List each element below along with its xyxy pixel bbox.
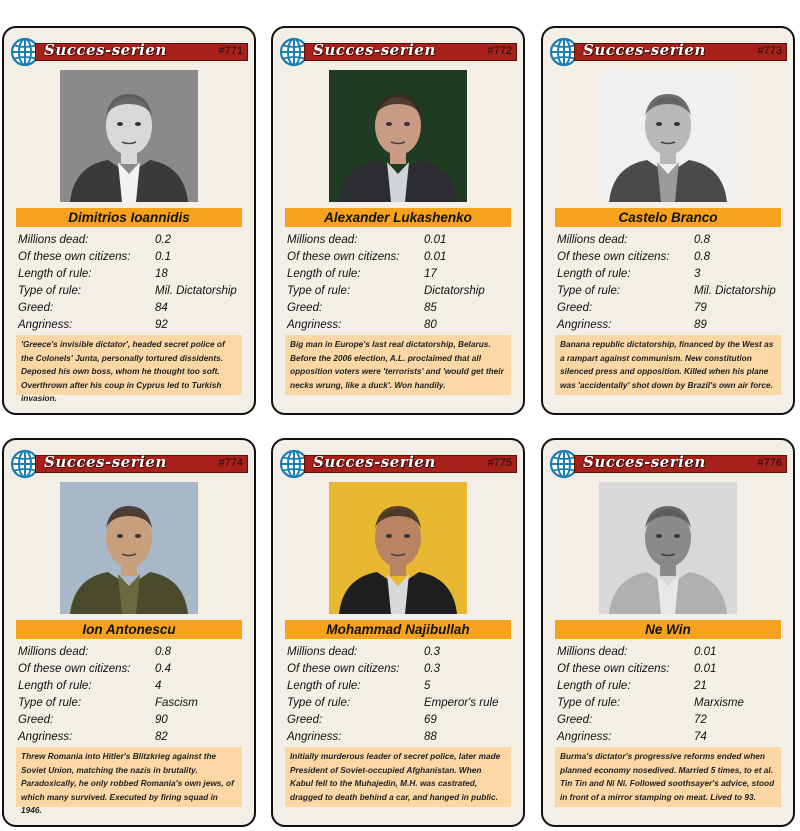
stat-row-dead xyxy=(287,644,517,661)
stat-value-dead: 0.8 xyxy=(155,646,171,658)
stat-value-citizens: 0.01 xyxy=(694,663,717,675)
stat-row-angriness xyxy=(557,729,787,746)
trading-card xyxy=(2,438,256,827)
stat-row-angriness xyxy=(287,729,517,746)
portrait-photo xyxy=(60,482,198,614)
stat-row-greed xyxy=(18,300,248,317)
series-title: Succes-serien xyxy=(44,453,167,471)
stat-label: Angriness: xyxy=(557,319,612,331)
stats-table xyxy=(557,644,787,746)
series-banner xyxy=(35,43,248,61)
stat-row-dead xyxy=(18,644,248,661)
stat-label: Length of rule: xyxy=(557,268,631,280)
series-title: Succes-serien xyxy=(583,41,706,59)
stat-row-length xyxy=(287,266,517,283)
stat-label: Millions dead: xyxy=(557,646,628,658)
stat-label: Length of rule: xyxy=(557,680,631,692)
stat-label: Greed: xyxy=(287,714,323,726)
stat-value-type: Marxisme xyxy=(694,697,744,709)
series-title: Succes-serien xyxy=(313,453,436,471)
stat-label: Greed: xyxy=(557,302,593,314)
stat-row-greed xyxy=(287,300,517,317)
stat-label: Angriness: xyxy=(287,319,342,331)
stat-row-dead xyxy=(287,232,517,249)
stat-label: Length of rule: xyxy=(287,268,361,280)
portrait-photo xyxy=(599,70,737,202)
series-banner xyxy=(574,43,787,61)
stat-value-angriness: 74 xyxy=(694,731,707,743)
card-description: Big man in Europe's last real dictatorship, Belarus. Before the 2006 election, A.L. proclaimed that all opposition voters were 'terrorists' and 'would get their necks wrung, like a duck'. Won handily. xyxy=(285,335,511,395)
stat-label: Greed: xyxy=(18,302,54,314)
stat-label: Type of rule: xyxy=(18,697,82,709)
stat-value-greed: 90 xyxy=(155,714,168,726)
card-number: #772 xyxy=(487,45,512,57)
stats-table xyxy=(18,232,248,334)
stat-value-length: 17 xyxy=(424,268,437,280)
stat-row-type xyxy=(287,695,517,712)
series-banner xyxy=(35,455,248,473)
stat-row-type xyxy=(557,695,787,712)
stat-label: Millions dead: xyxy=(287,234,358,246)
card-header xyxy=(279,449,517,479)
stat-value-dead: 0.2 xyxy=(155,234,171,246)
stat-row-dead xyxy=(557,644,787,661)
stat-label: Length of rule: xyxy=(18,268,92,280)
stat-row-greed xyxy=(18,712,248,729)
trading-card xyxy=(271,26,525,415)
stat-row-greed xyxy=(287,712,517,729)
card-description: Threw Romania into Hitler's Blitzkrieg against the Soviet Union, matching the nazis in brutality. Paradoxically, he only robbed Romania's own jews, of which many survived. Executed by firing squad in 1946. xyxy=(16,747,242,807)
series-banner xyxy=(304,455,517,473)
stat-row-citizens xyxy=(557,661,787,678)
stat-label: Type of rule: xyxy=(557,285,621,297)
stat-row-dead xyxy=(18,232,248,249)
stat-label: Greed: xyxy=(18,714,54,726)
stat-row-type xyxy=(18,695,248,712)
stat-row-citizens xyxy=(287,249,517,266)
stat-row-length xyxy=(18,266,248,283)
stat-value-angriness: 80 xyxy=(424,319,437,331)
dictator-name: Dimitrios Ioannidis xyxy=(16,208,242,227)
stat-row-type xyxy=(557,283,787,300)
stat-row-dead xyxy=(557,232,787,249)
stats-table xyxy=(287,644,517,746)
stat-value-citizens: 0.01 xyxy=(424,251,447,263)
trading-card xyxy=(541,26,795,415)
stat-label: Millions dead: xyxy=(18,646,89,658)
stat-row-greed xyxy=(557,712,787,729)
stat-label: Length of rule: xyxy=(18,680,92,692)
stat-label: Angriness: xyxy=(557,731,612,743)
stat-label: Greed: xyxy=(287,302,323,314)
portrait-photo xyxy=(60,70,198,202)
card-number: #771 xyxy=(218,45,243,57)
stat-row-length xyxy=(557,678,787,695)
series-title: Succes-serien xyxy=(583,453,706,471)
stat-value-citizens: 0.8 xyxy=(694,251,710,263)
stat-value-dead: 0.3 xyxy=(424,646,440,658)
stat-value-greed: 79 xyxy=(694,302,707,314)
series-banner xyxy=(304,43,517,61)
stat-row-length xyxy=(557,266,787,283)
stat-value-type: Mil. Dictatorship xyxy=(155,285,237,297)
stat-value-greed: 72 xyxy=(694,714,707,726)
stat-row-length xyxy=(18,678,248,695)
stat-value-greed: 84 xyxy=(155,302,168,314)
stat-value-dead: 0.01 xyxy=(424,234,447,246)
stat-value-type: Emperor's rule xyxy=(424,697,499,709)
portrait-photo xyxy=(329,70,467,202)
stat-value-angriness: 82 xyxy=(155,731,168,743)
stat-row-angriness xyxy=(18,317,248,334)
card-header xyxy=(549,449,787,479)
stat-label: Millions dead: xyxy=(287,646,358,658)
series-banner xyxy=(574,455,787,473)
stat-label: Of these own citizens: xyxy=(287,251,400,263)
stat-value-dead: 0.01 xyxy=(694,646,717,658)
stat-value-type: Fascism xyxy=(155,697,198,709)
card-description: 'Greece's invisible dictator', headed secret police of the Colonels' Junta, personally tortured dissidents. Deposed his own boss, whom he thought too soft. Overthrown after his coup in Cyprus led to Turkish invasion. xyxy=(16,335,242,395)
stat-value-greed: 69 xyxy=(424,714,437,726)
stat-value-angriness: 89 xyxy=(694,319,707,331)
stat-value-length: 18 xyxy=(155,268,168,280)
series-title: Succes-serien xyxy=(44,41,167,59)
stat-row-angriness xyxy=(557,317,787,334)
dictator-name: Mohammad Najibullah xyxy=(285,620,511,639)
stat-value-greed: 85 xyxy=(424,302,437,314)
trading-card xyxy=(2,26,256,415)
stat-value-length: 4 xyxy=(155,680,162,692)
stat-label: Of these own citizens: xyxy=(18,663,131,675)
stat-row-greed xyxy=(557,300,787,317)
stats-table xyxy=(557,232,787,334)
stat-row-citizens xyxy=(18,661,248,678)
stat-label: Greed: xyxy=(557,714,593,726)
card-number: #773 xyxy=(757,45,782,57)
trading-card xyxy=(541,438,795,827)
dictator-name: Ion Antonescu xyxy=(16,620,242,639)
stat-row-type xyxy=(287,283,517,300)
card-header xyxy=(279,37,517,67)
stat-value-length: 21 xyxy=(694,680,707,692)
card-header xyxy=(10,37,248,67)
stat-value-length: 5 xyxy=(424,680,431,692)
stat-label: Angriness: xyxy=(287,731,342,743)
card-description: Banana republic dictatorship, financed by the West as a rampart against communism. New constitution silenced press and opposition. Killed when his plane was 'accidentally' shot down by Brazil's own air force. xyxy=(555,335,781,395)
stat-value-type: Dictatorship xyxy=(424,285,485,297)
stat-value-type: Mil. Dictatorship xyxy=(694,285,776,297)
portrait-photo xyxy=(599,482,737,614)
card-description: Initially murderous leader of secret police, later made President of Soviet-occupied Afghanistan. When Kabul fell to the Muhajedin, M.H. was castrated, dragged to death behind a car, and hanged in public. xyxy=(285,747,511,807)
stat-label: Millions dead: xyxy=(557,234,628,246)
stat-value-citizens: 0.3 xyxy=(424,663,440,675)
stat-row-length xyxy=(287,678,517,695)
card-number: #774 xyxy=(218,457,243,469)
card-number: #776 xyxy=(757,457,782,469)
stat-row-citizens xyxy=(18,249,248,266)
stat-label: Angriness: xyxy=(18,731,73,743)
series-title: Succes-serien xyxy=(313,41,436,59)
stat-label: Of these own citizens: xyxy=(557,251,670,263)
stat-label: Of these own citizens: xyxy=(557,663,670,675)
card-header xyxy=(549,37,787,67)
stat-label: Type of rule: xyxy=(287,697,351,709)
stat-label: Type of rule: xyxy=(18,285,82,297)
dictator-name: Alexander Lukashenko xyxy=(285,208,511,227)
card-description: Burma's dictator's progressive reforms ended when planned economy nosedived. Married 5 times, to et al. Tin Tin and Ni Ni. Followed soothsayer's advice, stood in front of a mirror stamping on meat. Lived to 93. xyxy=(555,747,781,807)
stat-label: Type of rule: xyxy=(557,697,621,709)
stat-row-angriness xyxy=(18,729,248,746)
stat-label: Of these own citizens: xyxy=(287,663,400,675)
stat-value-angriness: 88 xyxy=(424,731,437,743)
stat-value-dead: 0.8 xyxy=(694,234,710,246)
card-number: #775 xyxy=(487,457,512,469)
stat-value-angriness: 92 xyxy=(155,319,168,331)
stats-table xyxy=(287,232,517,334)
stats-table xyxy=(18,644,248,746)
dictator-name: Castelo Branco xyxy=(555,208,781,227)
stat-row-citizens xyxy=(557,249,787,266)
stat-row-citizens xyxy=(287,661,517,678)
trading-card xyxy=(271,438,525,827)
dictator-name: Ne Win xyxy=(555,620,781,639)
stat-value-citizens: 0.1 xyxy=(155,251,171,263)
portrait-photo xyxy=(329,482,467,614)
stat-label: Length of rule: xyxy=(287,680,361,692)
card-header xyxy=(10,449,248,479)
stat-label: Millions dead: xyxy=(18,234,89,246)
stat-label: Angriness: xyxy=(18,319,73,331)
stat-label: Of these own citizens: xyxy=(18,251,131,263)
stat-value-length: 3 xyxy=(694,268,701,280)
stat-value-citizens: 0.4 xyxy=(155,663,171,675)
stat-row-angriness xyxy=(287,317,517,334)
stat-label: Type of rule: xyxy=(287,285,351,297)
stat-row-type xyxy=(18,283,248,300)
